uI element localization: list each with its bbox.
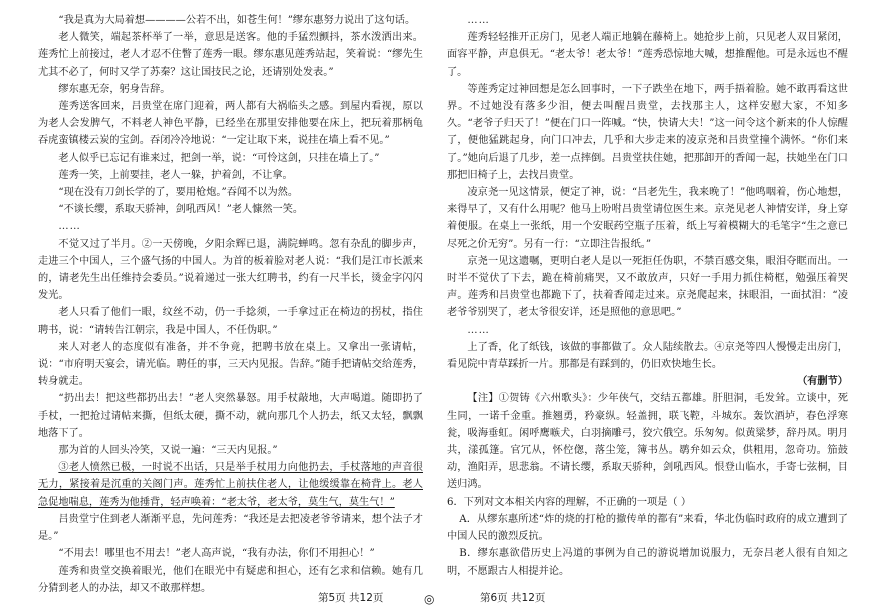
option-b: B．缪东惠欲借历史上冯道的事例为自己的游说增加说服力，无奈吕老人很有自知之明，不愿跟古人相提并论。 [447, 548, 848, 577]
paragraph: 莲秀轻轻推开正房门，见老人端正地躺在藤椅上。她抢步上前，只见老人双目紧闭，面容平静，声息俱无。“老太爷！老太爷！”莲秀恐惊地大喊，想推醒他。可是永远也不醒了。 [447, 32, 848, 78]
annotation-note: 【注】①贺铸《六州歌头》：少年侠气，交结五都雄。肝胆洞，毛发耸。立谈中，死生同，一诺千金重。推翘勇，矜豪纵。轻盖拥，联飞鞚，斗城东。轰饮酒垆，春色浮寒瓮，吸海垂虹。闲呼鹰嗾犬，白羽摘雕弓，狡穴俄空。乐匆匆。似黄粱梦，辞丹凤。明月共，漾孤篷。官冗从，怀倥偬，落尘笼，簿书丛。鹖弁如云众，供粗用，忽奇功。笳鼓动，渔阳弄，思悲翁。不请长缨，系取天骄种，剑吼西风。恨登山临水，手寄七弦桐，目送归鸿。 [447, 393, 848, 491]
paragraph: 吕贵堂宁住到老人渐渐平息，先问莲秀：“我还是去把凌老爷爷请来，想个法子才是。” [38, 513, 423, 543]
paragraph-underlined-4: 上了香，化了纸钱，该做的事都做了。众人陆续散去。④京尧等四人慢慢走出房门，看见院中青草踩折一片。那都是有踩到的，仍旧欢快地生长。 [447, 341, 848, 371]
paragraph-underlined-3: ③老人愤然已极，一时说不出话，只是举手杖用力向他扔去，手杖落地的声音很无力，紧接着是沉重的关阁门声。莲秀忙上前扶住老人，让他缓缓靠在椅背上。老人急促地喘息，莲秀为他捶背，轻声唤着：“老太爷，老太爷，莫生气，莫生气！” [38, 462, 423, 508]
paragraph: 来人对老人的态度似有准备，并不争竟，把聘书放在桌上。又拿出一张请帖，说：“市府明天宴会，请光临。聘任的事，三天内见报。告辞。”随手把请帖交给莲秀，转身就走。 [38, 341, 423, 388]
paragraph: “我是真为大局着想————公若不出，如苍生何！”缪东惠努力说出了这句话。 [58, 15, 416, 26]
ellipsis-separator: …… [58, 221, 81, 233]
right-page-number: 第6页 共12页 [480, 592, 546, 604]
left-page-number: 第5页 共12页 [318, 592, 384, 604]
paragraph: 凌京尧一见这情景，便定了神，说：“吕老先生，我来晚了！”他鸣咽着，伤心地想，来得早了，又有什么用呢？他马上吩咐吕贵堂请位医生来。京尧见老人神情安详，身上穿着便服。在桌上一张纸，用一个安眠药空瓶子压着，纸上写着模糊大的毛笔字“生之意已尽死之价无穷”。另有一行：“立即注告报纸。” [447, 187, 848, 250]
paragraph: 缪东惠无奈，躬身告辞。 [58, 83, 171, 95]
option-a: A．从缪东惠所述“炸的烧的打枪的撤传单的都有”来看，华北伪临时政府的成立遭到了中国人民的激烈反抗。 [447, 513, 848, 543]
paragraph: 莲秀一笑，上前要挂，老人一躲，护着剑，不让拿。 [58, 169, 293, 181]
paragraph-underlined-2: 不觉又过了半月。②一天傍晚，夕阳余辉已退，满院蝉鸣。忽有杂乱的脚步声，走进三个中国人，三个盛气扬的中国人。为首的板着脸对老人说：“我们是江市长派来的，请老先生出任维持会委员。”说着递过一张大红聘书，约有一尺半长，烫金字闪闪发光。 [38, 238, 423, 302]
source-note: （有删节） [797, 375, 848, 388]
left-column-text [38, 12, 423, 594]
paragraph: 等莲秀定过神回想是怎么回事时，一下子跌坐在地下，两手捂着脸。她不敢再看这世界。不过她没有落多少泪，便去叫醒吕贵堂，去找那主人，这样安慰大家，不知多久。“老爷子归天了！”便在门口一阵喊。“快，快请大夫！”这一问令这个新来的仆人惊醒了，便他猛跳起身，向门口冲去，几乎和大步走来的凌京尧和吕贵堂撞个满怀。“你们来了。”她向后退了几步，差一点摔倒。吕贵堂扶住她，把那卸开的香闻一起，扶她坐在门口那把旧椅子上，去找吕贵堂。 [447, 83, 848, 181]
right-page [435, 0, 870, 615]
ellipsis-separator: …… [467, 324, 490, 336]
paragraph: 莲秀送客回来，吕贵堂在席门迎着，两人都有大祸临头之感。到屋内看视，原以为老人会发脾气，不料老人神色平静，已经坐在那里安排他要在床上，把玩着那柄龟吞虎蛮镇楼云炭的宝剑。吞闭冷冷地说：“一定让取下来，说挂在墙上看不见。” [38, 101, 423, 147]
paragraph: “不用去！哪里也不用去！”老人高声说，“我有办法，你们不用担心！” [58, 548, 375, 560]
binding-mark-icon: ◎ [424, 592, 435, 606]
right-column-text [447, 12, 848, 577]
paragraph: 那为首的人回头冷笑，又说一遍：“三天内见报。” [58, 445, 278, 457]
paragraph: 老人似乎已忘记有谁来过，把剑一举，说：“可怜这剑，只挂在墙上了。” [58, 152, 380, 164]
ellipsis-separator: …… [467, 15, 490, 26]
paragraph: 老人微笑，端起茶杯举了一举，意思是送客。他的手猛烈颤抖，茶水泼洒出来。莲秀忙上前接过，老人才忍不住瞥了莲秀一眼。缪东惠见莲秀站起，笑着说：“缪先生尤其不必了，何时又学了苏秦？这让国技民之论，还请别处发表。” [38, 32, 423, 78]
paragraph: “现在没有刀剑长学的了，要用枪炮。”吞闻不以为然。 [58, 187, 299, 199]
paragraph: 老人只看了他们一眼，纹丝不动，仍一手捻须，一手拿过正在椅边的拐杖，指住聘书，说：“请转告江朝宗，我是中国人，不任伪职。” [38, 307, 423, 336]
paragraph: “不谈长缨，系取天骄神，剑吼西风！”老人慷然一笑。 [58, 204, 304, 216]
paragraph: “扔出去！把这些都扔出去！”老人突然暴怒。用手杖敲地，大声喝道。随即扔了手杖，一把抢过请帖来撕，但纸太硬，撕不动，就向那几个人扔去，纸又太轻，飘飘地落下了。 [38, 393, 423, 439]
paragraph: 莲秀和贵堂交换着眼光，他们在眼光中有疑虑和担心，还有乞求和信赖。她有几分猜到老人的办法，却又不敢那样想。 [38, 565, 423, 594]
question-6: 6．下列对文本相关内容的理解，不正确的一项是（ ） [447, 496, 692, 508]
paragraph: 京尧一见这遗嘱，更明白老人是以一死拒任伪职，不禁百感交集，眼泪夺眶而出。一时半不觉伏了下去，跪在椅前痛哭，又不敢放声，只好一手用力抓住椅框，勉强压着哭声。莲秀和吕贵堂也都跪下了，扶着香闻走过来。京尧爬起来，抹眼泪，一面拭泪：“凌老爷爷别哭了，老太爷很安详，还是照他的意思吧。” [447, 255, 848, 319]
